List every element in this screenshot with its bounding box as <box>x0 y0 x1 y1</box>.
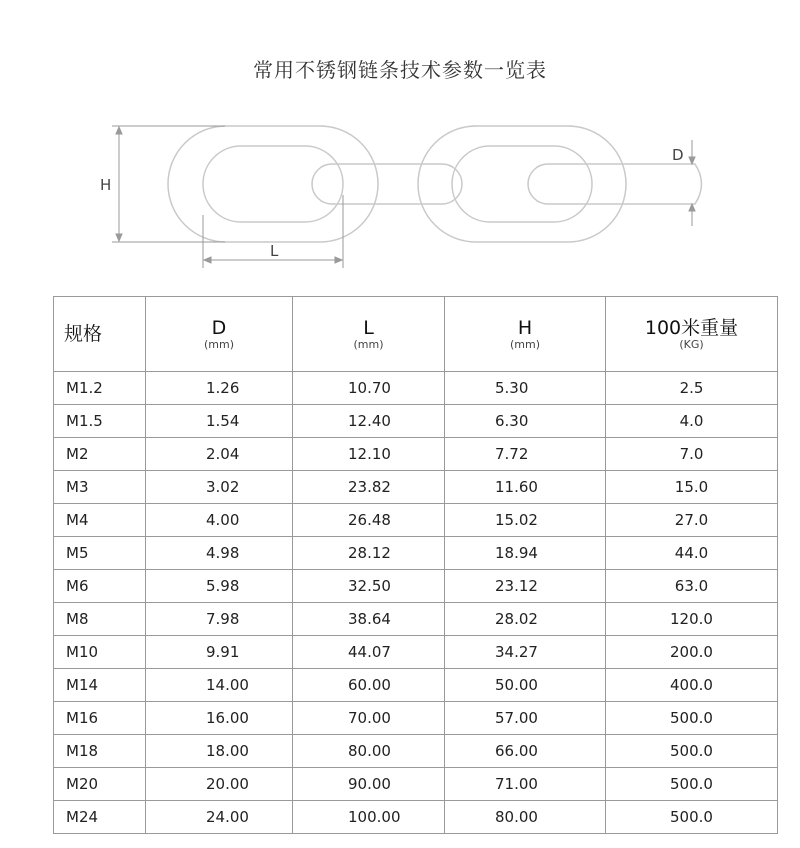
cell-l: 100.00 <box>293 801 445 834</box>
cell-d: 24.00 <box>146 801 293 834</box>
chain-link-right-outer <box>418 126 626 242</box>
cell-weight: 200.0 <box>606 636 778 669</box>
cell-spec: M3 <box>54 471 146 504</box>
cell-weight: 44.0 <box>606 537 778 570</box>
table-header-row <box>54 297 778 372</box>
cell-h: 7.72 <box>445 438 606 471</box>
cell-weight: 500.0 <box>606 768 778 801</box>
cell-l: 28.12 <box>293 537 445 570</box>
header-d <box>146 297 293 372</box>
cell-l: 70.00 <box>293 702 445 735</box>
cell-l: 12.40 <box>293 405 445 438</box>
dimension-label-l: L <box>270 242 279 260</box>
cell-d: 7.98 <box>146 603 293 636</box>
cell-weight: 4.0 <box>606 405 778 438</box>
cell-weight: 63.0 <box>606 570 778 603</box>
header-unit: (mm) <box>509 338 540 351</box>
cell-h: 18.94 <box>445 537 606 570</box>
chain-diagram <box>0 110 800 280</box>
table-row <box>54 372 778 405</box>
cell-spec: M10 <box>54 636 146 669</box>
cell-h: 6.30 <box>445 405 606 438</box>
table-row <box>54 702 778 735</box>
cell-weight: 400.0 <box>606 669 778 702</box>
dimension-label-d: D <box>672 146 684 164</box>
header-unit: (mm) <box>203 338 234 351</box>
header-label: D <box>211 317 227 339</box>
cell-d: 3.02 <box>146 471 293 504</box>
cell-h: 15.02 <box>445 504 606 537</box>
header-label: H <box>517 317 533 339</box>
chain-link-left-outer <box>168 126 378 242</box>
cell-d: 4.00 <box>146 504 293 537</box>
header-spec <box>54 297 146 372</box>
cell-h: 71.00 <box>445 768 606 801</box>
table-row <box>54 537 778 570</box>
cell-weight: 2.5 <box>606 372 778 405</box>
table-row <box>54 669 778 702</box>
cell-spec: M1.5 <box>54 405 146 438</box>
cell-spec: M5 <box>54 537 146 570</box>
spec-table <box>53 296 778 834</box>
cell-l: 10.70 <box>293 372 445 405</box>
cell-spec: M6 <box>54 570 146 603</box>
cell-h: 66.00 <box>445 735 606 768</box>
cell-d: 16.00 <box>146 702 293 735</box>
cell-weight: 500.0 <box>606 702 778 735</box>
table-row <box>54 504 778 537</box>
cell-l: 44.07 <box>293 636 445 669</box>
cell-spec: M24 <box>54 801 146 834</box>
cell-l: 80.00 <box>293 735 445 768</box>
cell-d: 1.26 <box>146 372 293 405</box>
table-row <box>54 603 778 636</box>
cell-spec: M20 <box>54 768 146 801</box>
table-row <box>54 768 778 801</box>
header-unit: (KG) <box>679 338 704 351</box>
cell-spec: M2 <box>54 438 146 471</box>
cell-d: 4.98 <box>146 537 293 570</box>
cell-h: 5.30 <box>445 372 606 405</box>
cell-h: 57.00 <box>445 702 606 735</box>
cell-weight: 120.0 <box>606 603 778 636</box>
header-label: 100米重量 <box>644 317 739 339</box>
cell-spec: M14 <box>54 669 146 702</box>
cell-d: 9.91 <box>146 636 293 669</box>
table-row <box>54 405 778 438</box>
cell-weight: 500.0 <box>606 801 778 834</box>
cell-spec: M8 <box>54 603 146 636</box>
cell-spec: M16 <box>54 702 146 735</box>
cell-l: 26.48 <box>293 504 445 537</box>
cell-spec: M4 <box>54 504 146 537</box>
table-body <box>54 372 778 834</box>
cell-l: 12.10 <box>293 438 445 471</box>
chain-link-middle <box>312 164 462 204</box>
page-title: 常用不锈钢链条技术参数一览表 <box>253 58 547 82</box>
header-l <box>293 297 445 372</box>
table-row <box>54 471 778 504</box>
cell-spec: M1.2 <box>54 372 146 405</box>
cell-d: 20.00 <box>146 768 293 801</box>
cell-h: 50.00 <box>445 669 606 702</box>
cell-h: 11.60 <box>445 471 606 504</box>
table-row <box>54 735 778 768</box>
table-row <box>54 438 778 471</box>
cell-d: 14.00 <box>146 669 293 702</box>
table-row <box>54 801 778 834</box>
cell-weight: 500.0 <box>606 735 778 768</box>
table-row <box>54 636 778 669</box>
cell-d: 1.54 <box>146 405 293 438</box>
cell-weight: 15.0 <box>606 471 778 504</box>
cell-h: 34.27 <box>445 636 606 669</box>
cell-h: 28.02 <box>445 603 606 636</box>
dimension-label-h: H <box>100 176 112 194</box>
table-row <box>54 570 778 603</box>
cell-h: 80.00 <box>445 801 606 834</box>
cell-h: 23.12 <box>445 570 606 603</box>
chain-link-right-inner <box>452 146 592 222</box>
cell-spec: M18 <box>54 735 146 768</box>
cell-d: 5.98 <box>146 570 293 603</box>
cell-weight: 27.0 <box>606 504 778 537</box>
cell-l: 32.50 <box>293 570 445 603</box>
cell-l: 90.00 <box>293 768 445 801</box>
cell-l: 38.64 <box>293 603 445 636</box>
cell-d: 18.00 <box>146 735 293 768</box>
header-h <box>445 297 606 372</box>
cell-weight: 7.0 <box>606 438 778 471</box>
header-label: 规格 <box>64 323 103 345</box>
cell-l: 60.00 <box>293 669 445 702</box>
chain-link-trailing <box>528 164 702 204</box>
cell-d: 2.04 <box>146 438 293 471</box>
cell-l: 23.82 <box>293 471 445 504</box>
header-unit: (mm) <box>353 338 384 351</box>
chain-link-left-inner <box>203 146 343 222</box>
header-label: L <box>363 317 374 339</box>
header-weight <box>606 297 778 372</box>
